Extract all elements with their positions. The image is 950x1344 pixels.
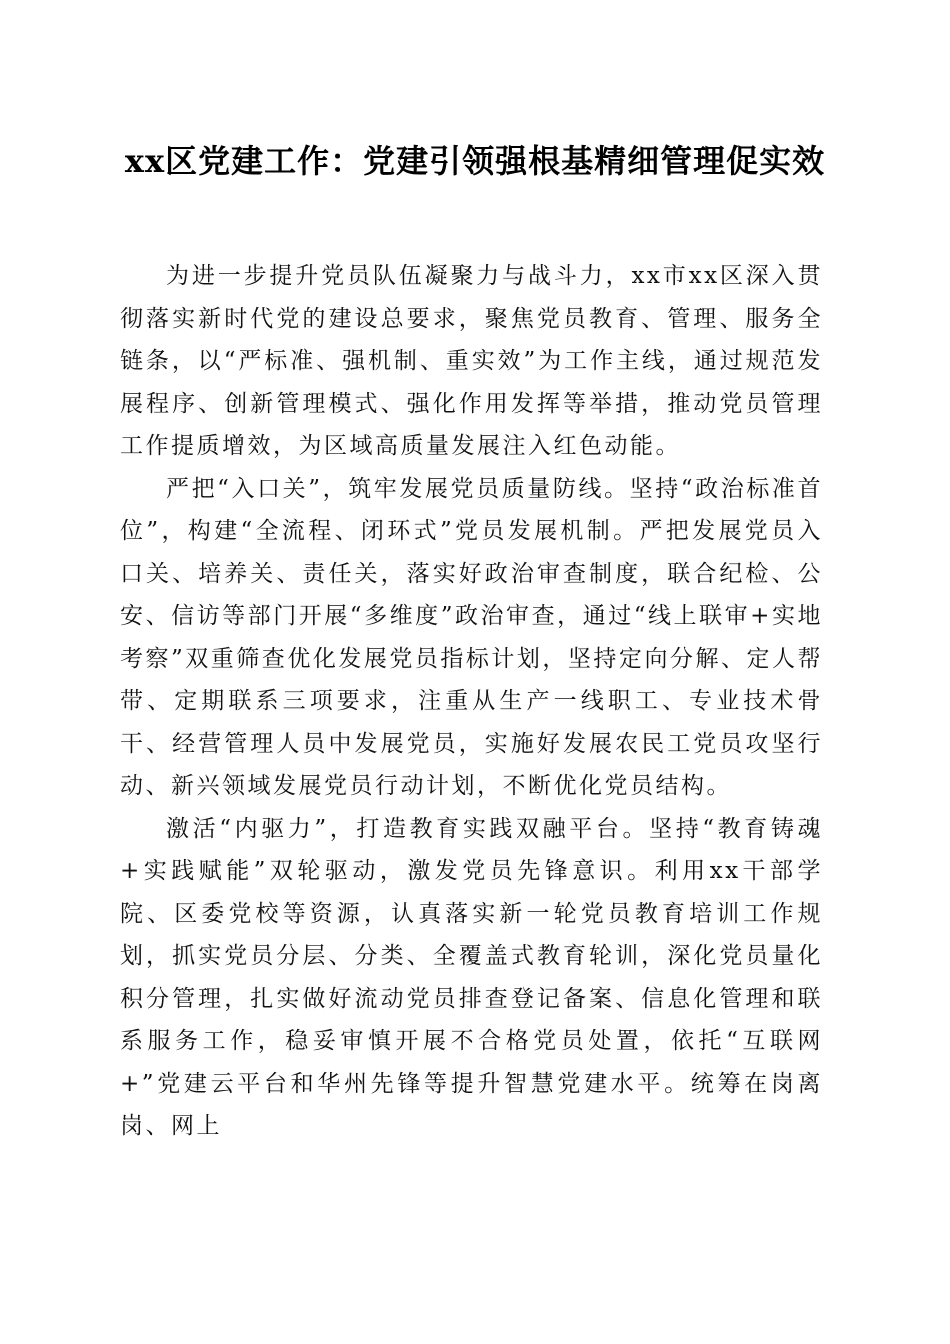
- paragraph-intro: 为进一步提升党员队伍凝聚力与战斗力，xx市xx区深入贯彻落实新时代党的建设总要求，聚焦党员教育、管理、服务全链条，以“严标准、强机制、重实效”为工作主线，通过规范发展程序、创新管理模式、强化作用发挥等举措，推动党员管理工作提质增效，为区域高质量发展注入红色动能。: [120, 263, 823, 459]
- document-body: [120, 255, 823, 1148]
- paragraph-internal-drive: 激活“内驱力”，打造教育实践双融平台。坚持“教育铸魂+实践赋能”双轮驱动，激发党员先锋意识。利用xx干部学院、区委党校等资源，认真落实新一轮党员教育培训工作规划，抓实党员分层、分类、全覆盖式教育轮训，深化党员量化积分管理，扎实做好流动党员排查登记备案、信息化管理和联系服务工作，稳妥审慎开展不合格党员处置，依托“互联网+”党建云平台和华州先锋等提升智慧党建水平。统筹在岗离岗、网上: [120, 815, 823, 1139]
- paragraph-entry-gate: 严把“入口关”，筑牢发展党员质量防线。坚持“政治标准首位”，构建“全流程、闭环式”党员发展机制。严把发展党员入口关、培养关、责任关，落实好政治审查制度，联合纪检、公安、信访等部门开展“多维度”政治审查，通过“线上联审+实地考察”双重筛查优化发展党员指标计划，坚持定向分解、定人帮带、定期联系三项要求，注重从生产一线职工、专业技术骨干、经营管理人员中发展党员，实施好发展农民工党员攻坚行动、新兴领域发展党员行动计划，不断优化党员结构。: [120, 475, 823, 799]
- document-title: xx区党建工作：党建引领强根基精细管理促实效: [124, 142, 826, 180]
